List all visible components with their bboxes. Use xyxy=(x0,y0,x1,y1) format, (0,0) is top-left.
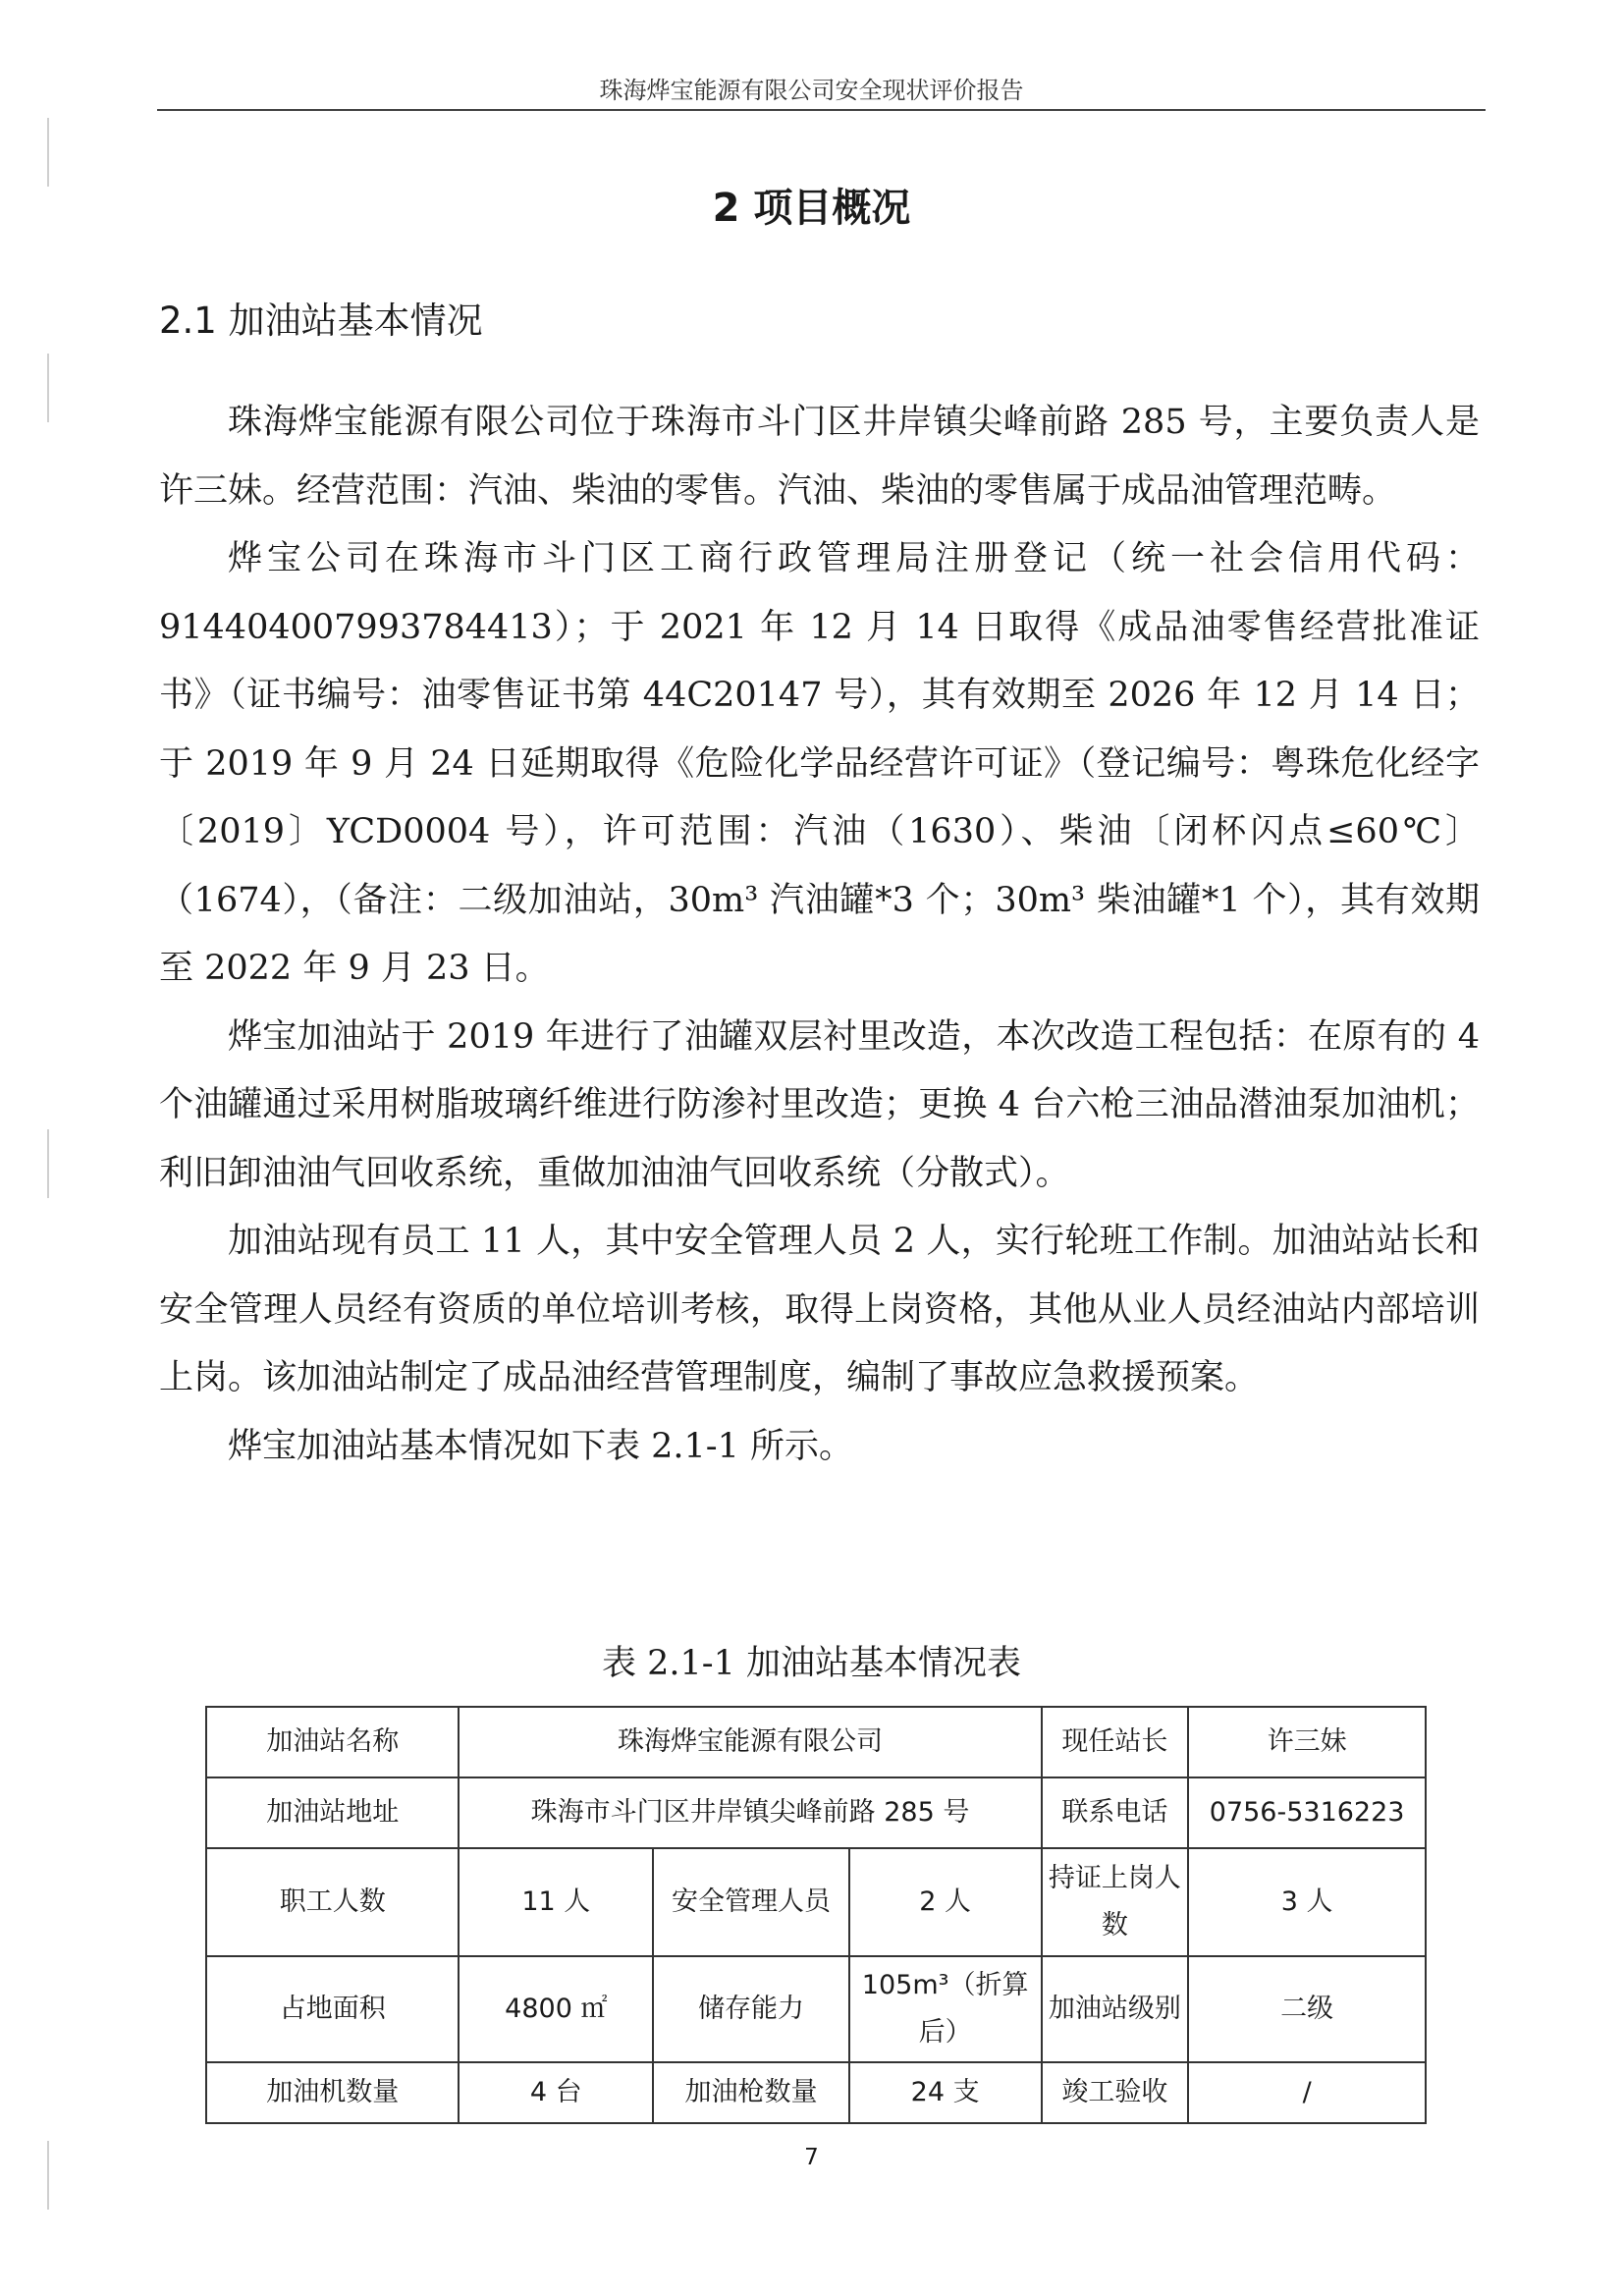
table-cell-label: 竣工验收 xyxy=(1042,2062,1189,2123)
table-cell-label: 现任站长 xyxy=(1042,1707,1189,1777)
paragraph: 加油站现有员工 11 人，其中安全管理人员 2 人，实行轮班工作制。加油站站长和安全管理人员经有资质的单位培训考核，取得上岗资格，其他从业人员经油站内部培训上岗。该加油站制定了成品油经营管理制度，编制了事故应急救援预案。 xyxy=(159,1222,1480,1397)
table-cell-label: 加油机数量 xyxy=(206,2062,459,2123)
table-cell-value: 3 人 xyxy=(1188,1848,1426,1956)
paragraph: 烨宝公司在珠海市斗门区工商行政管理局注册登记（统一社会信用代码：914404007993784413）；于 2021 年 12 月 14 日取得《成品油零售经营批准证书》（证书编号：油零售证书第 44C20147 号），其有效期至 2026 年 12 月 14 日；于 2019 年 9 月 24 日延期取得《危险化学品经营许可证》（登记编号：粤珠危化经字〔2019〕YCD0004 号），许可范围：汽油（1630）、柴油〔闭杯闪点≤60℃〕（1674），（备注：二级加油站，30m³ 汽油罐*3 个；30m³ 柴油罐*1 个），其有效期至 2022 年 9 月 23 日。 xyxy=(159,539,1480,988)
body-text xyxy=(159,389,1480,1481)
chapter-title: 2 项目概况 xyxy=(712,186,911,231)
station-info-table xyxy=(205,1706,1427,2124)
table-cell-label: 占地面积 xyxy=(206,1956,459,2062)
header-rule xyxy=(157,109,1486,111)
table-cell-value: 珠海烨宝能源有限公司 xyxy=(459,1707,1041,1777)
table-row xyxy=(206,1956,1426,2062)
table-cell-value: 4800 ㎡ xyxy=(459,1956,653,2062)
table-cell-value: 24 支 xyxy=(849,2062,1042,2123)
paragraph: 珠海烨宝能源有限公司位于珠海市斗门区井岸镇尖峰前路 285 号，主要负责人是许三妹。经营范围：汽油、柴油的零售。汽油、柴油的零售属于成品油管理范畴。 xyxy=(159,403,1480,511)
table-cell-label: 加油站名称 xyxy=(206,1707,459,1777)
table-row xyxy=(206,1707,1426,1777)
table-cell-value: 2 人 xyxy=(849,1848,1042,1956)
running-header: 珠海烨宝能源有限公司安全现状评价报告 xyxy=(599,77,1024,104)
table-cell-label: 加油站级别 xyxy=(1042,1956,1189,2062)
table-cell-label: 储存能力 xyxy=(653,1956,849,2062)
table-row xyxy=(206,1777,1426,1848)
scan-edge-mark xyxy=(47,1129,49,1198)
table-cell-label: 职工人数 xyxy=(206,1848,459,1956)
table-cell-label: 安全管理人员 xyxy=(653,1848,849,1956)
table-cell-label: 加油枪数量 xyxy=(653,2062,849,2123)
table-cell-value: 11 人 xyxy=(459,1848,653,1956)
scan-edge-mark xyxy=(47,354,49,422)
table-cell-value: 珠海市斗门区井岸镇尖峰前路 285 号 xyxy=(459,1777,1041,1848)
table-cell-value: / xyxy=(1188,2062,1426,2123)
page-number: 7 xyxy=(804,2145,819,2170)
table-cell-value: 二级 xyxy=(1188,1956,1426,2062)
table-row xyxy=(206,2062,1426,2123)
paragraph: 烨宝加油站基本情况如下表 2.1-1 所示。 xyxy=(228,1426,854,1466)
paragraph: 烨宝加油站于 2019 年进行了油罐双层衬里改造，本次改造工程包括：在原有的 4 个油罐通过采用树脂玻璃纤维进行防渗衬里改造；更换 4 台六枪三油品潜油泵加油机；利旧卸油油气回收系统，重做加油油气回收系统（分散式）。 xyxy=(159,1016,1480,1193)
table-cell-value: 许三妹 xyxy=(1188,1707,1426,1777)
table-cell-value: 4 台 xyxy=(459,2062,653,2123)
table-cell-label: 持证上岗人数 xyxy=(1042,1848,1189,1956)
table-cell-value: 105m³（折算后） xyxy=(849,1956,1042,2062)
table-cell-label: 联系电话 xyxy=(1042,1777,1189,1848)
table-caption: 表 2.1-1 加油站基本情况表 xyxy=(601,1644,1021,1683)
table-cell-label: 加油站地址 xyxy=(206,1777,459,1848)
section-title: 2.1 加油站基本情况 xyxy=(159,300,483,342)
table-row xyxy=(206,1848,1426,1956)
table-cell-value: 0756-5316223 xyxy=(1188,1777,1426,1848)
